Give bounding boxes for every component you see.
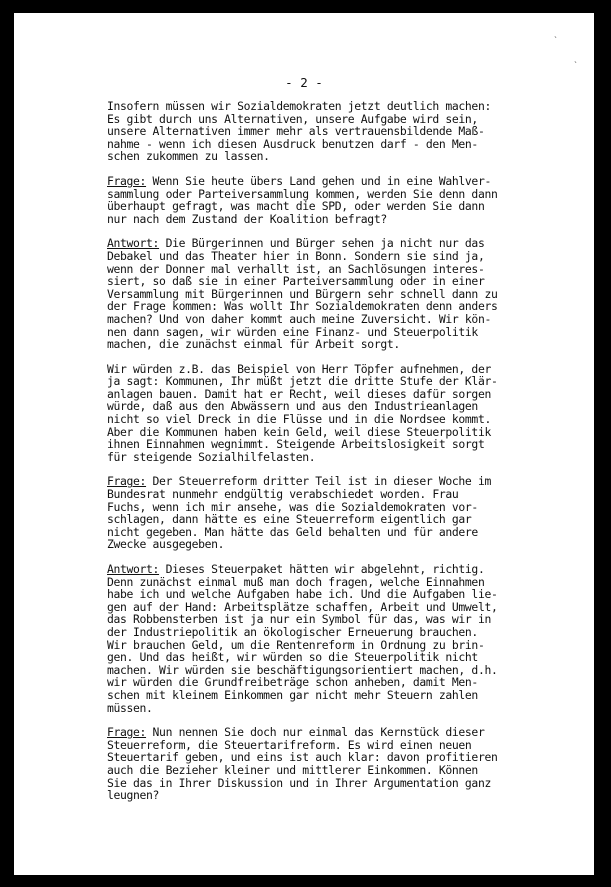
text-line: schen zukommen zu lassen. (107, 149, 270, 164)
text-line: auch die Bezieher kleiner und mittlerer Einkommen. Können (107, 762, 478, 777)
text-line: Debakel und das Theater hier in Bonn. Sondern sie sind ja, (107, 248, 485, 263)
paragraph (107, 100, 547, 163)
text-line: ja sagt: Kommunen, Ihr müßt jetzt die dritte Stufe der Klär- (107, 374, 498, 389)
text-line: schen mit kleinem Einkommen gar nicht mehr Steuern zahlen (107, 687, 478, 702)
speaker-label: Frage: (107, 173, 147, 188)
text-line: Es gibt durch uns Alternativen, unsere Aufgabe wird sein, (107, 111, 478, 126)
text-line: gen auf der Hand: Arbeitsplätze schaffen, Arbeit und Umwelt, (107, 599, 498, 614)
text-line: gen. Und das heißt, wir würden so die Steuerpolitik nicht (107, 650, 478, 665)
document-body (107, 100, 547, 814)
text-line: leugnen? (107, 788, 160, 803)
text-line: machen, die zunächst einmal für Arbeit sorgt. (107, 337, 400, 352)
text-line: Steuertarif geben, und eins ist auch klar: davon profitieren (107, 750, 498, 765)
text-line: Die Bürgerinnen und Bürger sehen ja nicht nur das (159, 236, 485, 251)
scan-mark: ˋ (574, 61, 577, 71)
text-line: Bundesrat nunmehr endgültig verabschiedet worden. Frau (107, 487, 459, 502)
text-line: Nun nennen Sie doch nur einmal das Kernstück dieser (146, 725, 485, 740)
text-line: Zwecke ausgegeben. (107, 537, 225, 552)
text-line: nur nach dem Zustand der Koalition befragt? (107, 211, 387, 226)
text-line: Fuchs, wenn ich mir ansehe, was die Sozialdemokraten vor- (107, 499, 478, 514)
text-line: Aber die Kommunen haben kein Geld, weil diese Steuerpolitik (107, 424, 491, 439)
text-line: Sie das in Ihrer Diskussion und in Ihrer Argumentation ganz (107, 775, 491, 790)
text-line: Wir würden z.B. das Beispiel von Herr Töpfer aufnehmen, der (107, 361, 491, 376)
text-line: anlagen bauen. Damit hat er Recht, weil dieses dafür sorgen (107, 386, 491, 401)
scan-mark: ˋ (554, 36, 557, 46)
text-line: wir würden die Grundfreibeträge schon anheben, damit Men- (107, 675, 478, 690)
paragraph (107, 475, 547, 551)
paragraph (107, 363, 547, 464)
text-line: nen dann sagen, wir würden eine Finanz- und Steuerpolitik (107, 324, 478, 339)
text-line: Wir brauchen Geld, um die Rentenreform in Ordnung zu brin- (107, 637, 485, 652)
paragraph (107, 237, 547, 350)
text-line: ihnen Einnahmen wegnimmt. Steigende Arbeitslosigkeit sorgt (107, 437, 485, 452)
speaker-label: Frage: (107, 725, 147, 740)
text-line: machen? Und von daher kommt auch meine Zuversicht. Wir kön- (107, 311, 491, 326)
page-number: - 2 - (285, 75, 323, 90)
text-line: nahme - wenn ich diesen Ausdruck benutzen darf - den Men- (107, 136, 478, 151)
text-line: nicht gegeben. Man hätte das Geld behalten und für andere (107, 524, 478, 539)
text-line: der Industriepolitik an ökologischer Erneuerung brauchen. (107, 624, 478, 639)
text-line: Steuerreform, die Steuertarifreform. Es wird einen neuen (107, 737, 472, 752)
text-line: würde, daß aus den Abwässern und aus den Industrieanlagen (107, 399, 478, 414)
text-line: nicht so viel Dreck in die Flüsse und in die Nordsee kommt. (107, 412, 491, 427)
paragraph (107, 563, 547, 714)
text-line: überhaupt gefragt, was macht die SPD, oder werden Sie dann (107, 199, 485, 214)
text-line: für steigende Sozialhilfelasten. (107, 449, 316, 464)
text-line: das Robbensterben ist ja nur ein Symbol für das, was wir in (107, 612, 491, 627)
text-line: habe ich und welche Aufgaben habe ich. Und die Aufgaben lie- (107, 587, 498, 602)
text-line: machen. Wir würden sie beschäftigungsorientiert machen, d.h. (107, 662, 498, 677)
document-page (14, 13, 594, 875)
speaker-label: Frage: (107, 474, 147, 489)
text-line: Dieses Steuerpaket hätten wir abgelehnt, richtig. (159, 562, 485, 576)
paragraph (107, 726, 547, 802)
text-line: sammlung oder Parteiversammlung kommen, werden Sie denn dann (107, 186, 498, 201)
text-line: Denn zunächst einmal muß man doch fragen, welche Einnahmen (107, 574, 485, 589)
text-line: wenn der Donner mal verhallt ist, an Sachlösungen interes- (107, 261, 485, 276)
text-line: Wenn Sie heute übers Land gehen und in eine Wahlver- (146, 173, 491, 188)
text-line: siert, so daß sie in einer Parteiversammlung oder in einer (107, 274, 485, 289)
paragraph (107, 175, 547, 225)
speaker-label: Antwort: (107, 562, 160, 576)
text-line: schlagen, dann hätte es eine Steuerreform eigentlich gar (107, 512, 472, 527)
text-line: der Frage kommen: Was wollt Ihr Sozialdemokraten denn anders (107, 299, 498, 314)
text-line: Der Steuerreform dritter Teil ist in dieser Woche im (146, 474, 491, 489)
text-line: unsere Alternativen immer mehr als vertrauensbildende Maß- (107, 124, 485, 139)
speaker-label: Antwort: (107, 236, 160, 251)
text-line: Insofern müssen wir Sozialdemokraten jetzt deutlich machen: (107, 99, 491, 113)
text-line: Versammlung mit Bürgerinnen und Bürgern sehr schnell dann zu (107, 286, 498, 301)
text-line: müssen. (107, 700, 153, 715)
